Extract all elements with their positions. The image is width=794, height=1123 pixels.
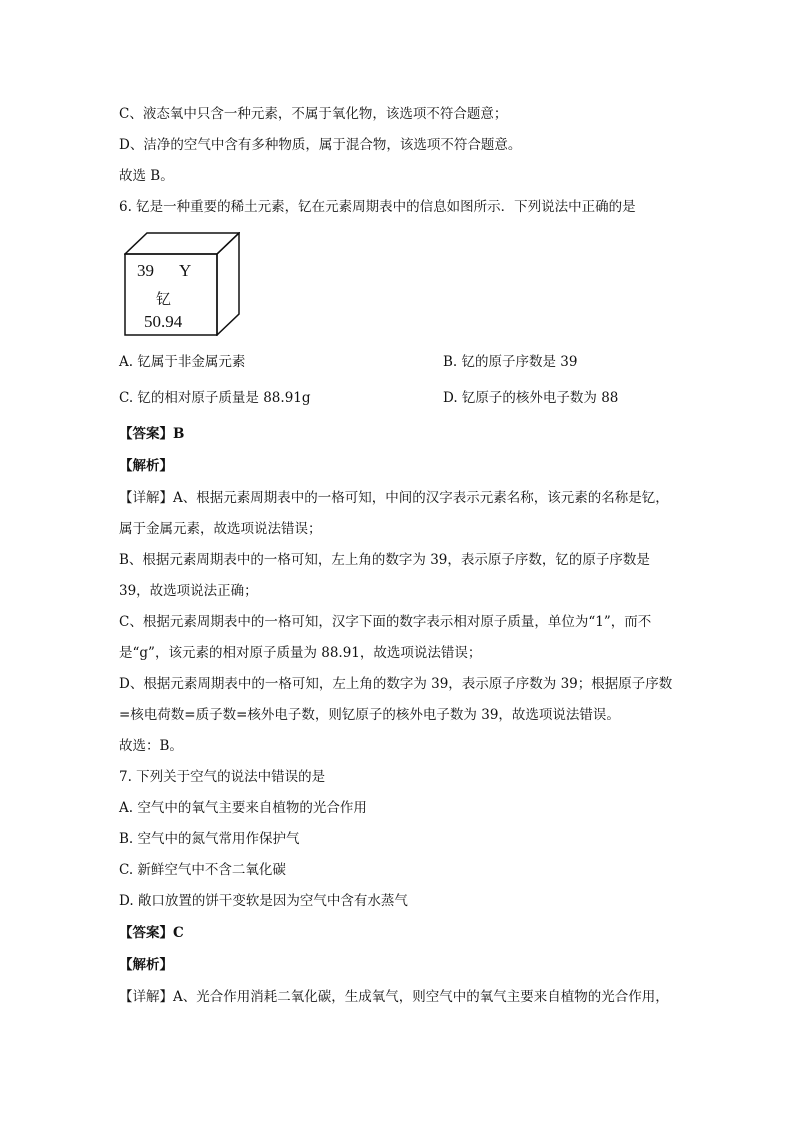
q7-option-b: B. 空气中的氮气常用作保护气 bbox=[119, 831, 300, 847]
q6-analysis-heading: 【解析】 bbox=[119, 458, 173, 474]
element-card-figure bbox=[124, 232, 240, 336]
question-7-stem: 7. 下列关于空气的说法中错误的是 bbox=[119, 769, 326, 785]
element-name: 钇 bbox=[156, 290, 172, 308]
q6-option-d: D. 钇原子的核外电子数为 88 bbox=[443, 390, 619, 406]
q7-option-d: D. 敞口放置的饼干变软是因为空气中含有水蒸气 bbox=[119, 893, 408, 909]
q6-detail-line-1: 【详解】A、根据元素周期表中的一格可知，中间的汉字表示元素名称，该元素的名称是钇， bbox=[119, 490, 669, 506]
q6-detail-line-2: 属于金属元素，故选项说法错误； bbox=[119, 521, 322, 537]
q6-option-b: B. 钇的原子序数是 39 bbox=[443, 354, 578, 370]
q6-conclusion: 故选：B。 bbox=[119, 738, 183, 754]
q5-option-c-explanation: C、液态氧中只含一种元素，不属于氧化物，该选项不符合题意； bbox=[119, 106, 508, 122]
q6-detail-line-7: D、根据元素周期表中的一格可知，左上角的数字为 39，表示原子序数为 39；根据原子序数 bbox=[119, 676, 673, 692]
q6-answer: 【答案】B bbox=[119, 426, 185, 442]
question-6-stem: 6. 钇是一种重要的稀土元素，钇在元素周期表中的信息如图所示．下列说法中正确的是 bbox=[119, 199, 636, 215]
q7-detail-line-1: 【详解】A、光合作用消耗二氧化碳，生成氧气，则空气中的氧气主要来自植物的光合作用， bbox=[119, 989, 669, 1005]
q5-option-d-explanation: D、洁净的空气中含有多种物质，属于混合物，该选项不符合题意。 bbox=[119, 137, 522, 153]
q6-detail-line-3: B、根据元素周期表中的一格可知，左上角的数字为 39，表示原子序数，钇的原子序数是 bbox=[119, 552, 650, 568]
element-mass: 50.94 bbox=[144, 312, 183, 331]
q6-option-a: A. 钇属于非金属元素 bbox=[119, 354, 246, 370]
q7-analysis-heading: 【解析】 bbox=[119, 957, 173, 973]
q5-conclusion: 故选 B。 bbox=[119, 168, 174, 184]
q7-answer: 【答案】C bbox=[119, 925, 184, 941]
element-atomic-number: 39 bbox=[137, 261, 154, 280]
q6-detail-line-6: 是“g”，该元素的相对原子质量为 88.91，故选项说法错误； bbox=[119, 645, 482, 661]
q6-detail-line-4: 39，故选项说法正确； bbox=[119, 583, 258, 599]
q6-detail-line-5: C、根据元素周期表中的一格可知，汉字下面的数字表示相对原子质量，单位为“1”，而不 bbox=[119, 614, 652, 630]
q6-detail-line-8: =核电荷数=质子数=核外电子数，则钇原子的核外电子数为 39，故选项说法错误。 bbox=[119, 707, 620, 723]
q6-option-c: C. 钇的相对原子质量是 88.91g bbox=[119, 390, 311, 406]
q7-option-a: A. 空气中的氧气主要来自植物的光合作用 bbox=[119, 800, 367, 816]
q7-option-c: C. 新鲜空气中不含二氧化碳 bbox=[119, 862, 286, 878]
element-symbol: Y bbox=[179, 261, 192, 280]
